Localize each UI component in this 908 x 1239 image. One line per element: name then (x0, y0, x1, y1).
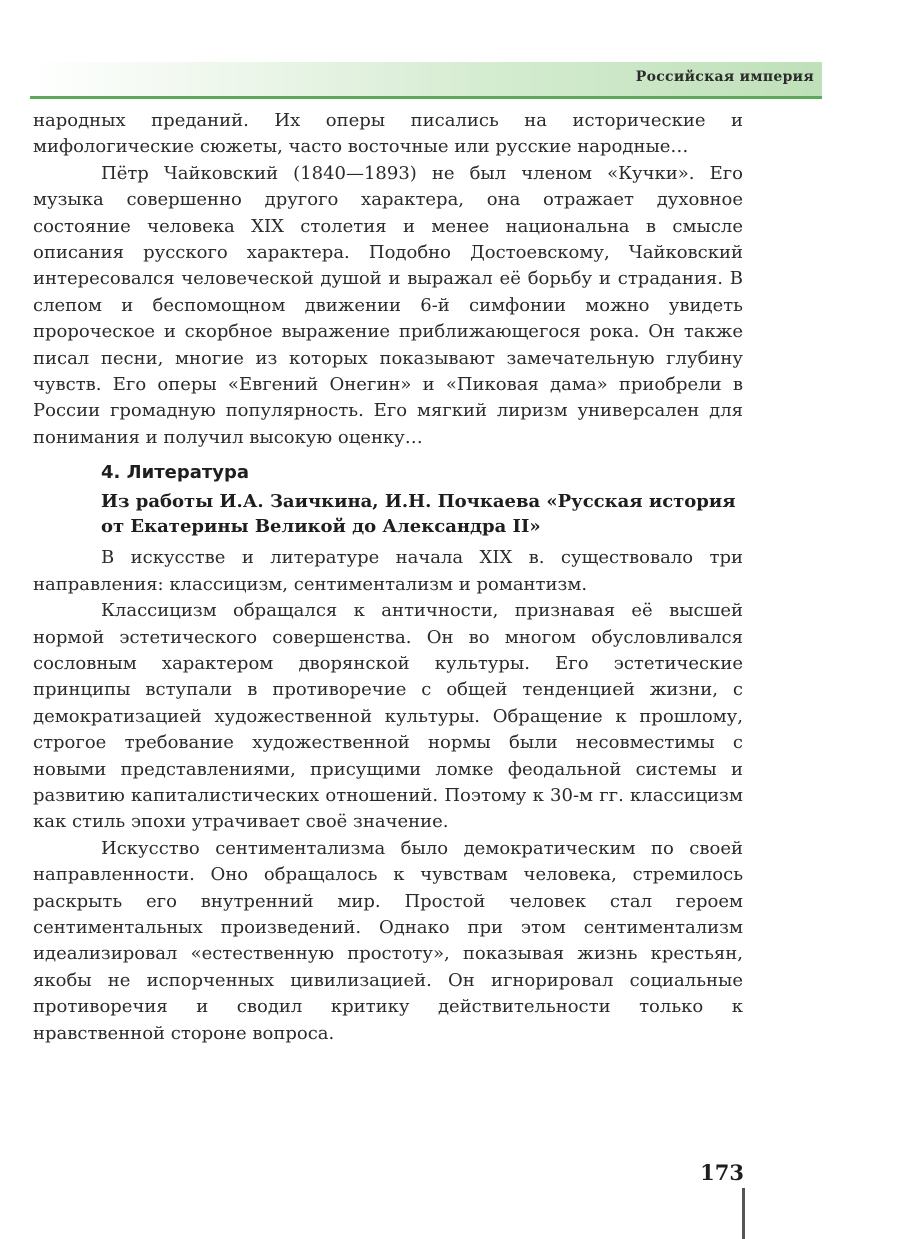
paragraph-classicism: Классицизм обращался к античности, признавая её высшей нормой эстетического совершенства. Он во многом обусловливался сословным характером дворянской культуры. Его эстетические принципы вступали в противоречие с общей тенденцией жизни, с демократизацией художественной культуры. Обращение к прошлому, строгое требование художественной нормы были несовместимы с новыми представлениями, присущими ломке феодальной системы и развитию капиталистических отношений. Поэтому к 30-м гг. классицизм как стиль эпохи утрачивает своё значение. (33, 600, 743, 833)
paragraph-sentimentalism: Искусство сентиментализма было демократическим по своей направленности. Оно обращалось к чувствам человека, стремилось раскрыть его внутренний мир. Простой человек стал героем сентиментальных произведений. Однако при этом сентиментализм идеализировал «естественную простоту», показывая жизнь крестьян, якобы не испорченных цивилизацией. Он игнорировал социальные противоречия и сводил критику действительности только к нравственной стороне вопроса. (33, 837, 743, 1044)
header-rule (30, 96, 822, 99)
section-heading: 4. Литература (101, 462, 250, 484)
paragraph-directions: В искусстве и литературе начала XIX в. существовало три направления: классицизм, сентиментализм и романтизм. (33, 547, 743, 595)
source-heading: Из работы И.А. Заичкина, И.Н. Почкаева «Русская история от Екатерины Великой до Александра II» (101, 491, 736, 537)
page-number: 173 (700, 1160, 744, 1185)
paragraph-continuation: народных преданий. Их оперы писались на исторические и мифологические сюжеты, часто восточные или русские народные… (33, 110, 743, 158)
page-body (33, 108, 743, 1047)
running-title: Российская империя (635, 69, 814, 85)
page-edge-rule (742, 1188, 745, 1239)
paragraph-tchaikovsky: Пётр Чайковский (1840—1893) не был членом «Кучки». Его музыка совершенно другого характера, она отражает духовное состояние человека XIX столетия и менее национальна в смысле описания русского характера. Подобно Достоевскому, Чайковский интересовался человеческой душой и выражал её борьбу и страдания. В слепом и беспомощном движении 6-й симфонии можно увидеть пророческое и скорбное выражение приближающегося рока. Он также писал песни, многие из которых показывают замечательную глубину чувств. Его оперы «Евгений Онегин» и «Пиковая дама» приобрели в России громадную популярность. Его мягкий лиризм универсален для понимания и получил высокую оценку… (33, 162, 743, 448)
